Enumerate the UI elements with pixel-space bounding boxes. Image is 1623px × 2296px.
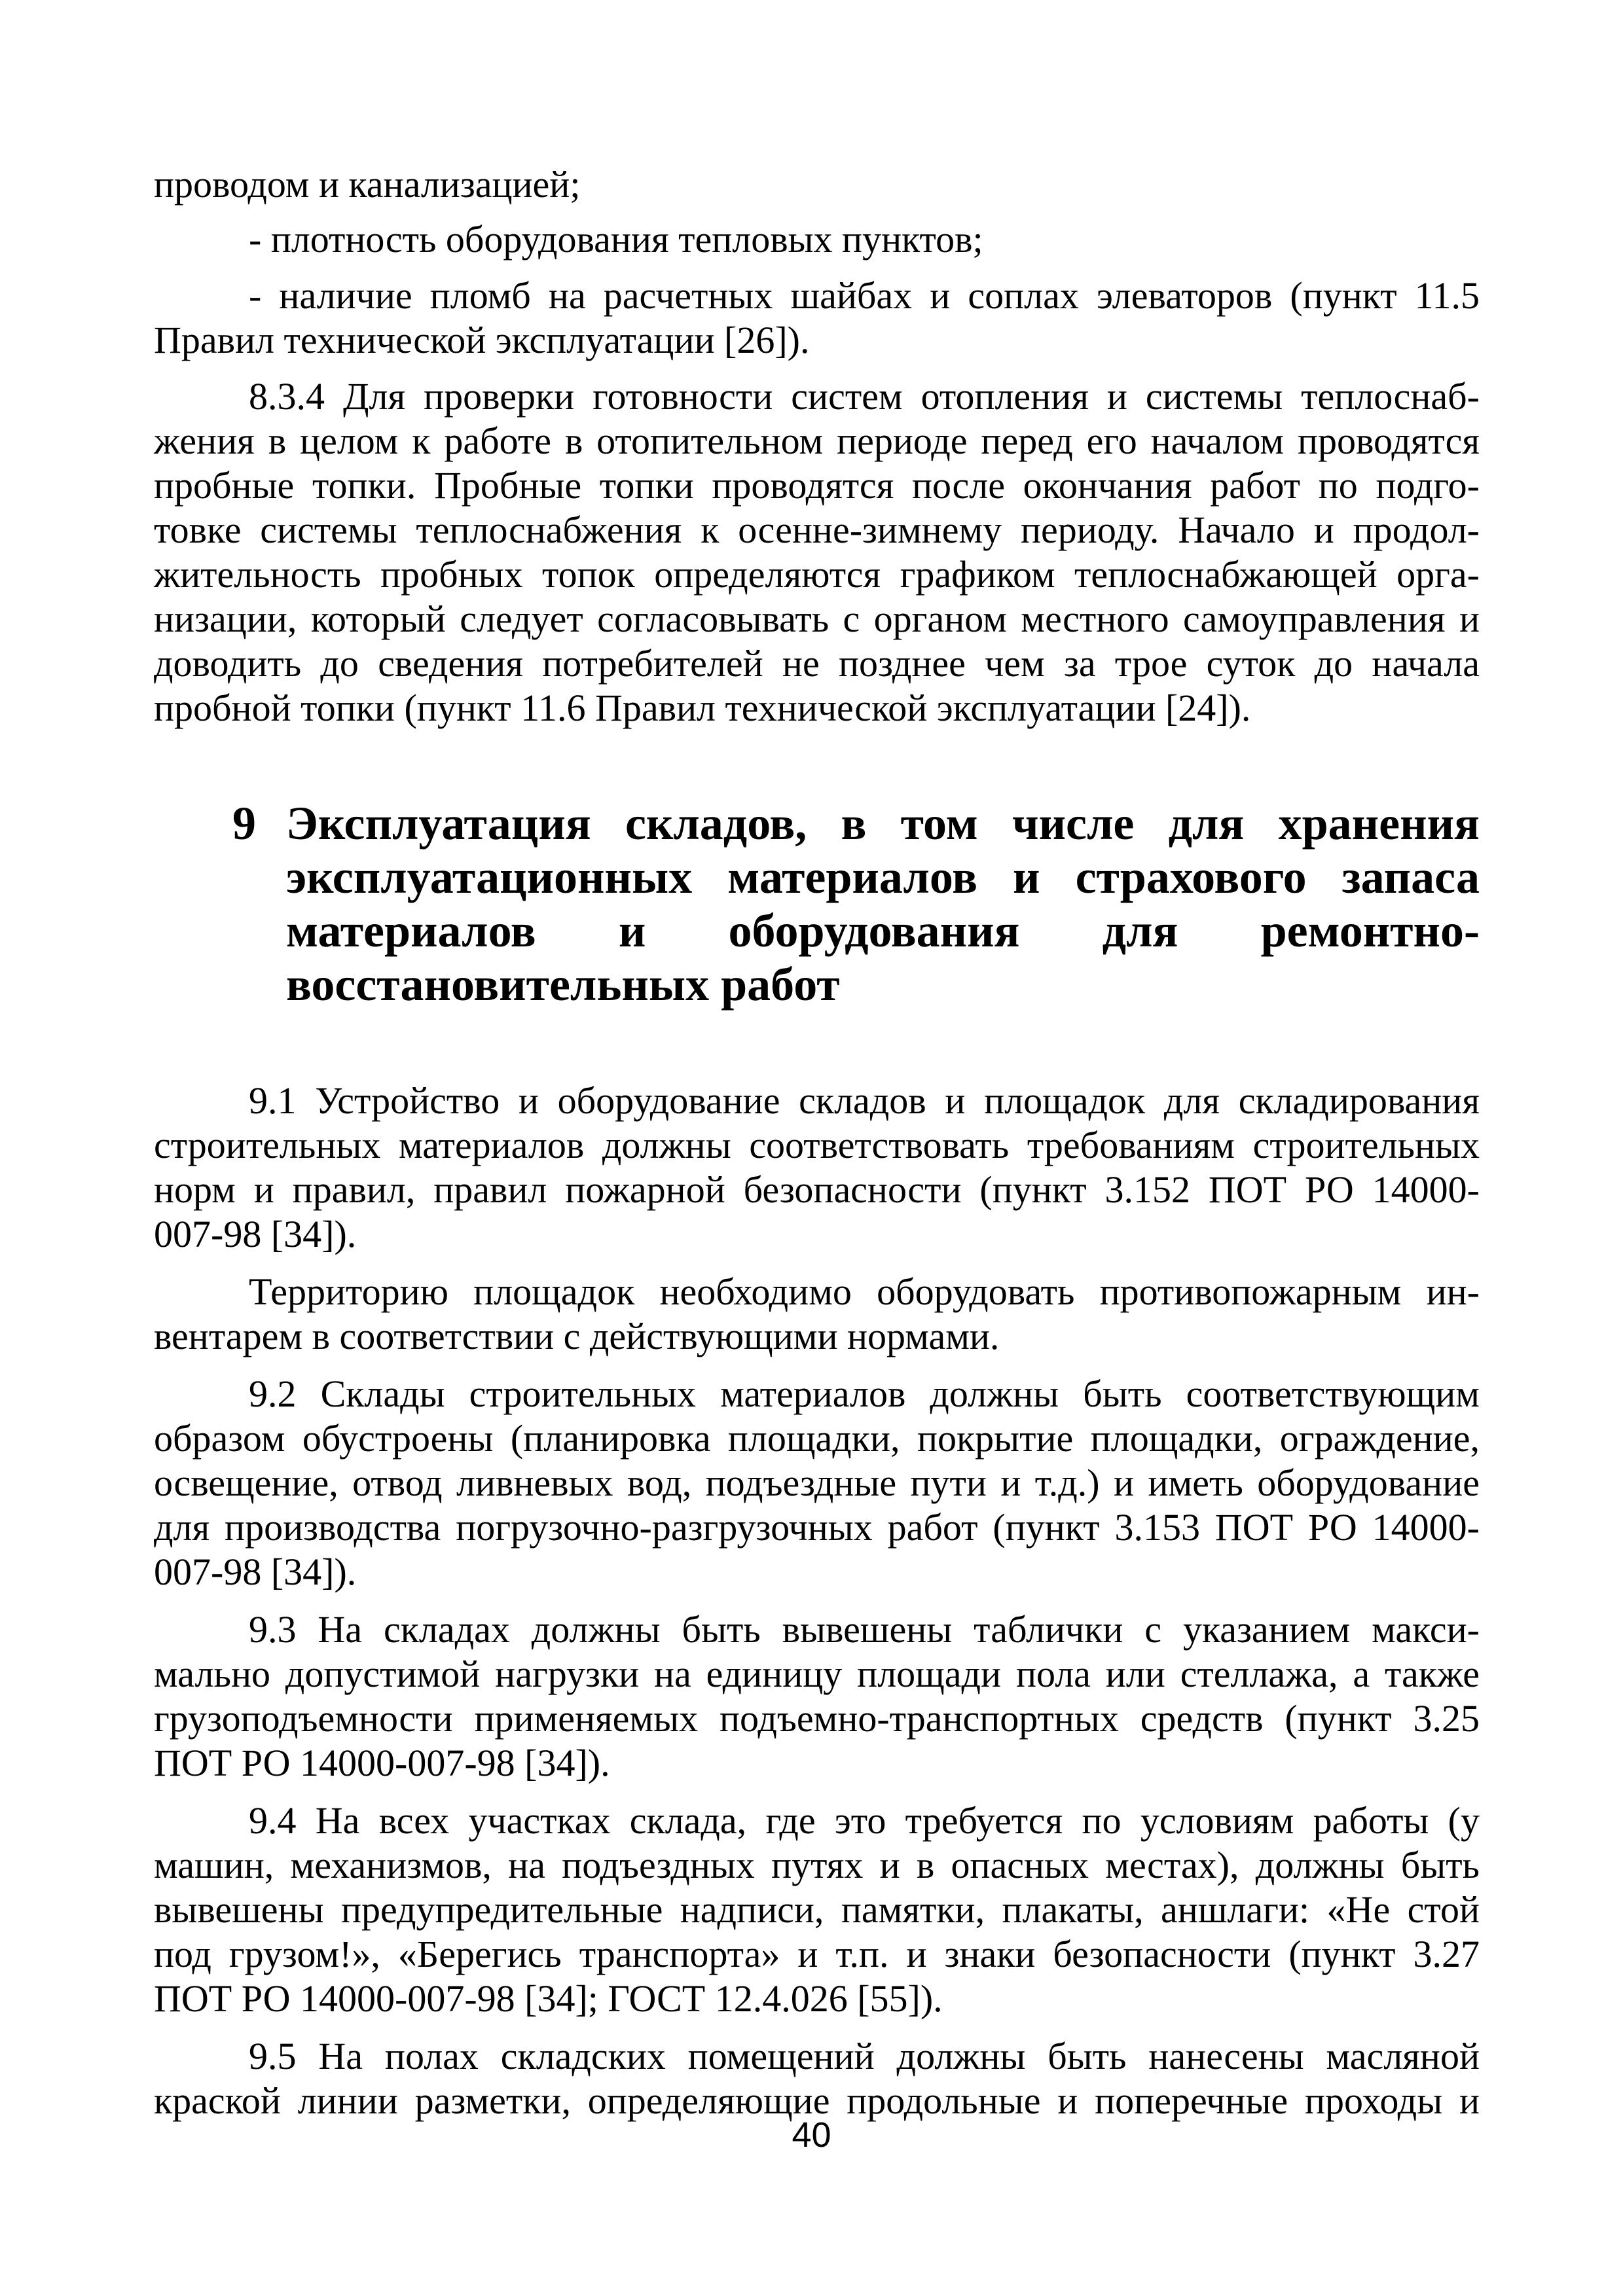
text-line: 007-98 [34]).: [154, 1551, 357, 1593]
text-line: освещение, отвод ливневых вод, подъездные пути и т.д.) и иметь оборудование: [154, 1462, 1480, 1504]
text-line: Правил технической эксплуатации [26]).: [154, 319, 810, 361]
text-line: пробные топки. Пробные топки проводятся после окончания работ по подго-: [154, 464, 1480, 507]
text-line: 9.3 На складах должны быть вывешены таблички с указанием макси-: [249, 1608, 1480, 1651]
text-line: строительных материалов должны соответствовать требованиям строительных: [154, 1124, 1480, 1166]
page-number: 40: [792, 2115, 831, 2155]
section-title-line: эксплуатационных материалов и страхового запаса: [286, 851, 1480, 903]
text-line: 9.4 На всех участках склада, где это требуется по условиям работы (у: [249, 1799, 1480, 1842]
text-line: для производства погрузочно-разгрузочных работ (пункт 3.153 ПОТ РО 14000-: [154, 1506, 1480, 1549]
section-title-line: Эксплуатация складов, в том числе для хранения: [286, 797, 1480, 850]
section-title-line: материалов и оборудования для ремонтно-: [286, 905, 1480, 957]
text-line: 9.1 Устройство и оборудование складов и площадок для складирования: [249, 1079, 1480, 1122]
text-line: под грузом!», «Берегись транспорта» и т.п. и знаки безопасности (пункт 3.27: [154, 1933, 1480, 1975]
text-line: вывешены предупредительные надписи, памятки, плакаты, аншлаги: «Не стой: [154, 1888, 1480, 1931]
text-line: 9.2 Склады строительных материалов должны быть соответствующим: [249, 1372, 1480, 1415]
text-line: 007-98 [34]).: [154, 1213, 357, 1255]
text-line: краской линии разметки, определяющие продольные и поперечные проходы и: [154, 2079, 1480, 2122]
text-line: вентарем в соответствии с действующими нормами.: [154, 1315, 1000, 1357]
text-line: машин, механизмов, на подъездных путях и в опасных местах), должны быть: [154, 1844, 1480, 1886]
section-title-line: восстановительных работ: [286, 958, 840, 1011]
text-line: низации, который следует согласовывать с органом местного самоуправления и: [154, 598, 1480, 640]
text-line: жения в целом к работе в отопительном периоде перед его началом проводятся: [154, 420, 1480, 462]
text-line: грузоподъемности применяемых подъемно-транспортных средств (пункт 3.25: [154, 1697, 1480, 1740]
text-line: норм и правил, правил пожарной безопасности (пункт 3.152 ПОТ РО 14000-: [154, 1168, 1480, 1211]
text-line: - наличие пломб на расчетных шайбах и соплах элеваторов (пункт 11.5: [249, 274, 1480, 317]
section-number: 9: [232, 797, 256, 850]
text-line: 9.5 На полах складских помещений должны быть нанесены масляной: [249, 2035, 1480, 2077]
text-line: 8.3.4 Для проверки готовности систем отопления и системы теплоснаб-: [249, 375, 1480, 418]
text-line: ПОТ РО 14000-007-98 [34]; ГОСТ 12.4.026 [55]).: [154, 1977, 943, 2020]
text-line: образом обустроены (планировка площадки, покрытие площадки, ограждение,: [154, 1417, 1480, 1460]
text-line: мально допустимой нагрузки на единицу площади пола или стеллажа, а также: [154, 1653, 1480, 1695]
text-line: товке системы теплоснабжения к осенне-зимнему периоду. Начало и продол-: [154, 509, 1480, 551]
text-line: доводить до сведения потребителей не позднее чем за трое суток до начала: [154, 642, 1480, 685]
text-line: проводом и канализацией;: [154, 163, 581, 206]
text-line: Территорию площадок необходимо оборудовать противопожарным ин-: [249, 1270, 1480, 1313]
text-line: - плотность оборудования тепловых пунктов;: [249, 218, 983, 260]
text-line: пробной топки (пункт 11.6 Правил технической эксплуатации [24]).: [154, 687, 1251, 729]
text-line: ПОТ РО 14000-007-98 [34]).: [154, 1742, 610, 1784]
text-line: жительность пробных топок определяются графиком теплоснабжающей орга-: [154, 553, 1480, 596]
